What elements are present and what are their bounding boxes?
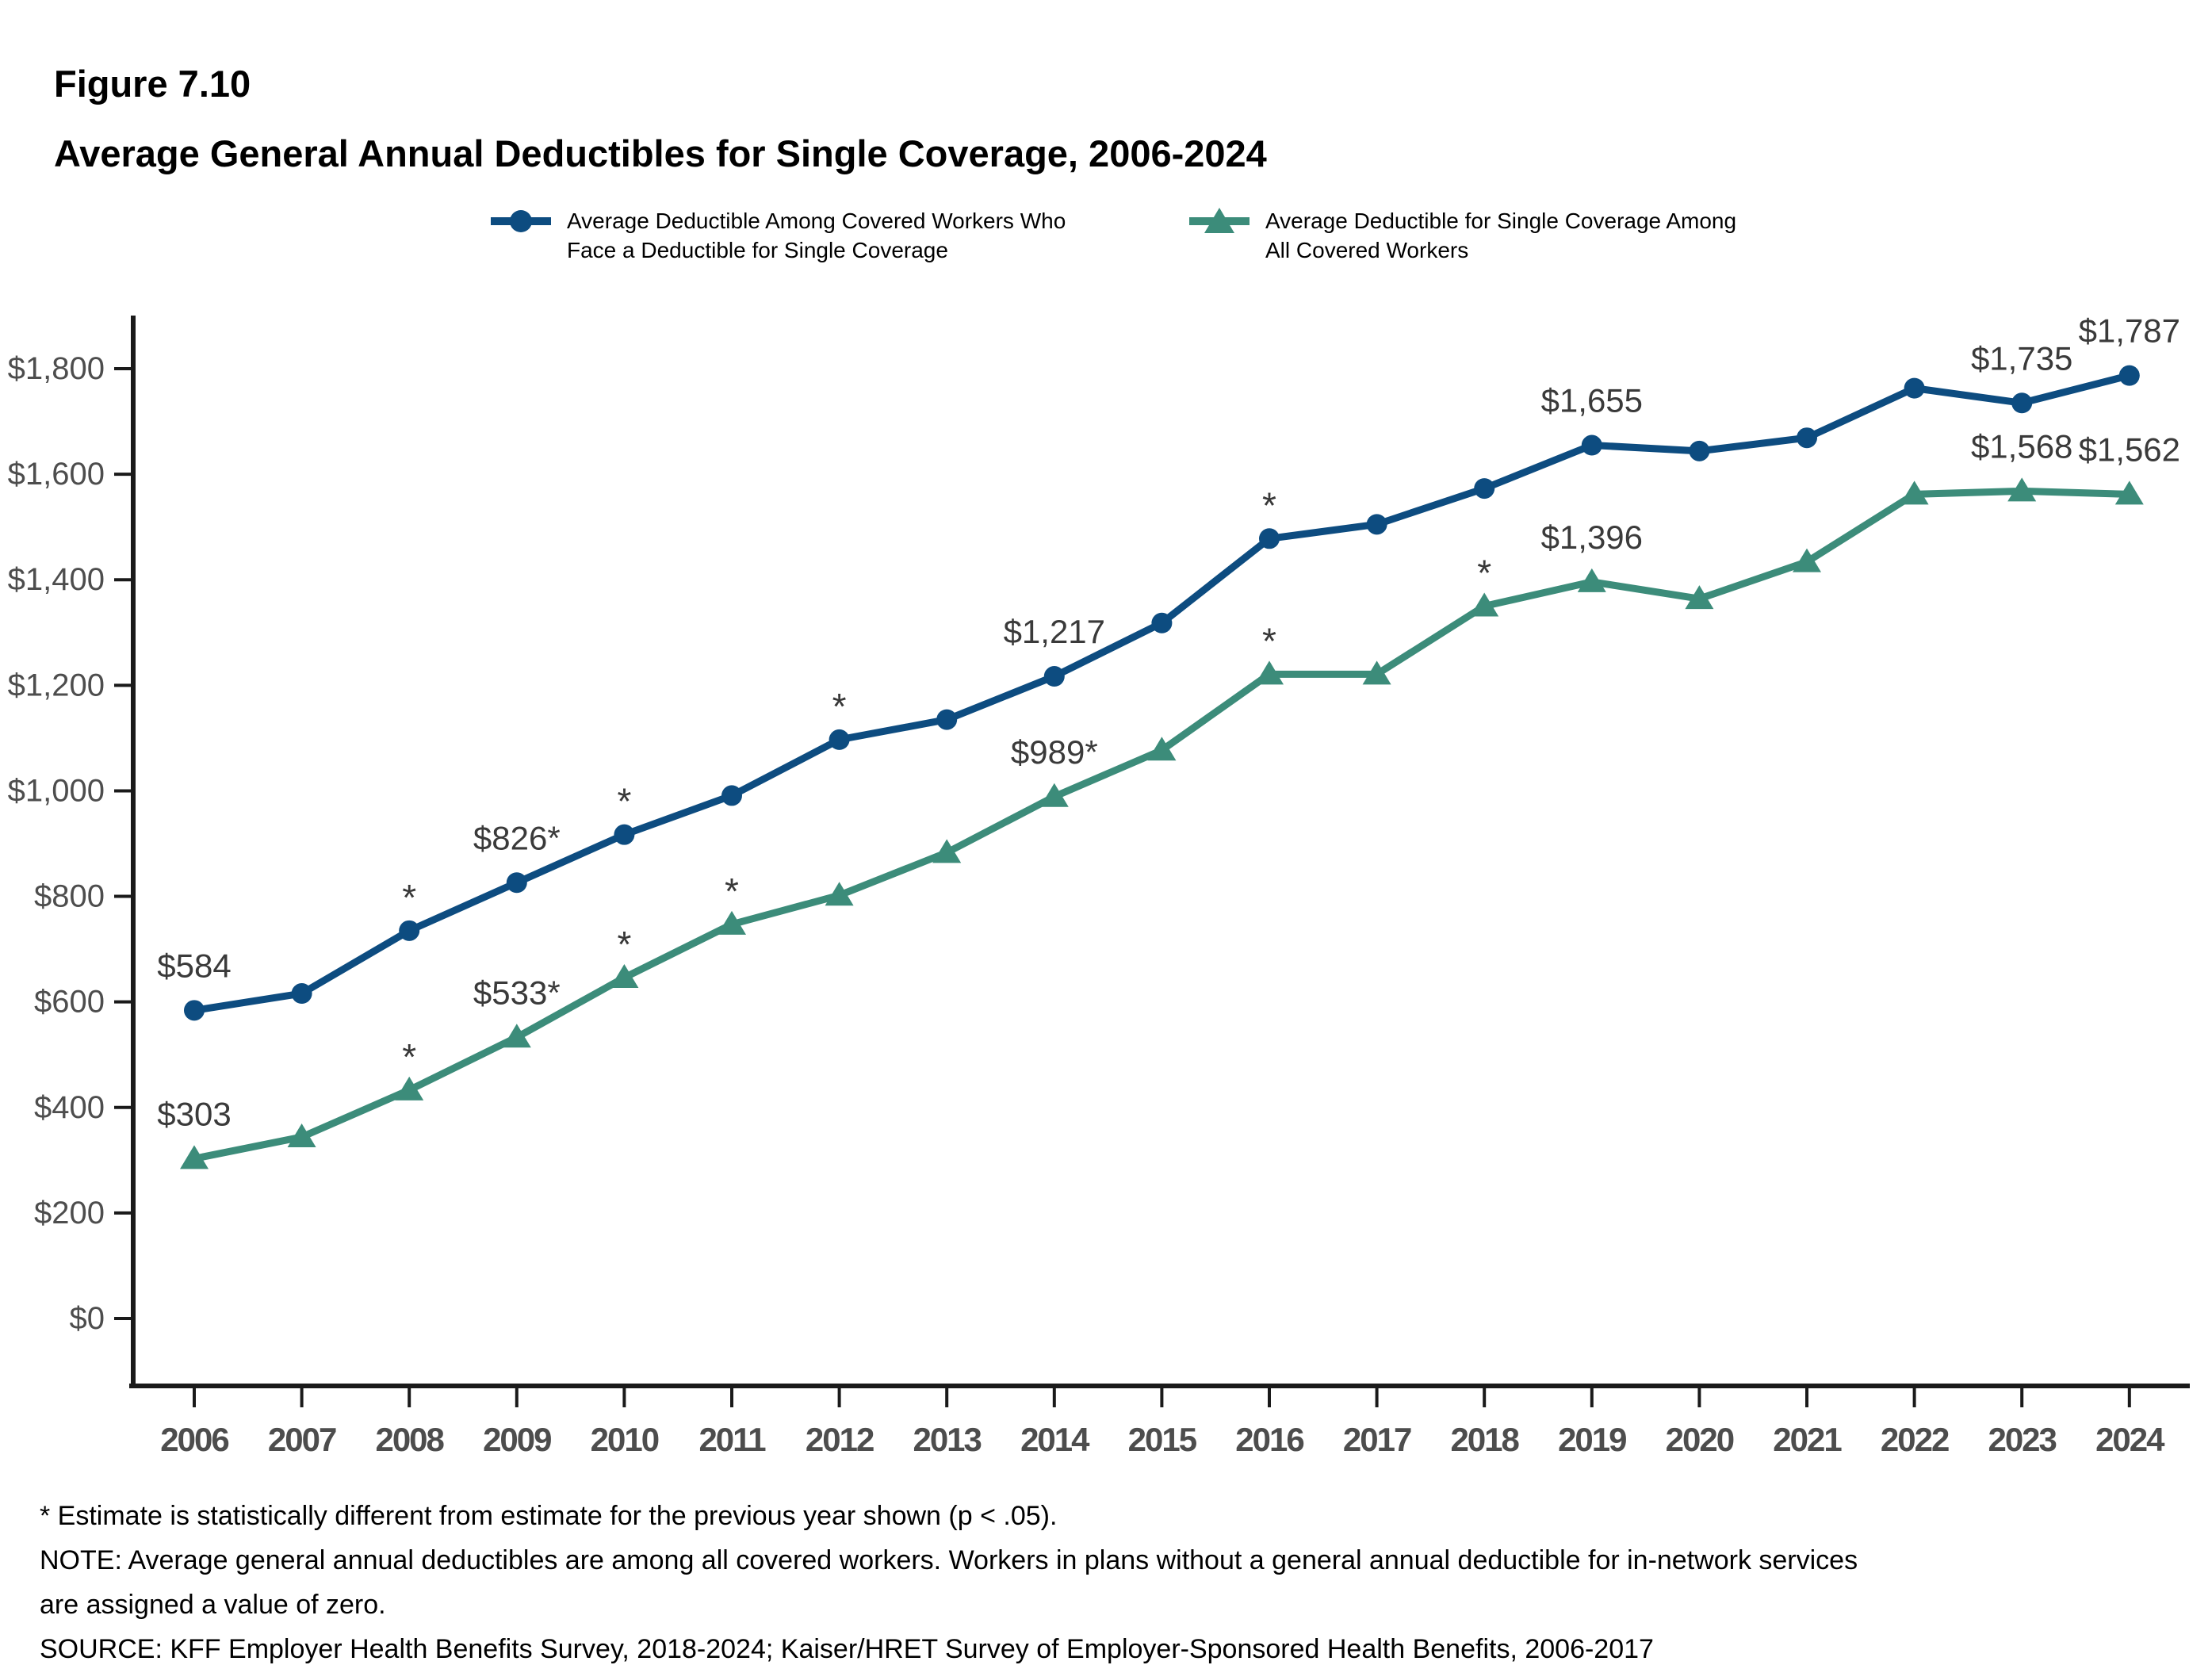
significance-asterisk: *: [402, 1035, 417, 1077]
significance-asterisk: *: [402, 876, 417, 918]
y-axis-tick-label: $1,200: [7, 668, 105, 703]
data-point-circle: [1582, 435, 1602, 456]
x-axis-tick-label: 2019: [1558, 1421, 1626, 1458]
significance-asterisk: *: [832, 685, 847, 727]
point-label: $826*: [473, 819, 561, 857]
data-point-circle: [1151, 613, 1172, 633]
footnote-source: SOURCE: KFF Employer Health Benefits Survey, 2018-2024; Kaiser/HRET Survey of Employer-Sponsored Health Benefits, 2006-2017: [40, 1634, 1654, 1664]
y-axis-tick-label: $200: [34, 1195, 105, 1231]
x-axis-tick-label: 2006: [160, 1421, 228, 1458]
y-axis-tick-label: $0: [69, 1301, 105, 1336]
x-axis-tick-label: 2007: [267, 1421, 336, 1458]
y-axis-tick-label: $1,000: [7, 773, 105, 809]
x-axis-tick-label: 2016: [1235, 1421, 1303, 1458]
x-axis-tick-label: 2011: [698, 1421, 765, 1458]
x-axis-tick-label: 2008: [375, 1421, 443, 1458]
x-axis-tick-label: 2022: [1880, 1421, 1949, 1458]
x-axis-tick-label: 2015: [1127, 1421, 1196, 1458]
point-label: $533*: [473, 974, 561, 1012]
legend-label-line: Average Deductible Among Covered Workers Who: [567, 209, 1066, 233]
data-point-circle: [1797, 427, 1817, 448]
legend-label-line: All Covered Workers: [1265, 238, 1469, 262]
data-point-circle: [1367, 514, 1387, 534]
legend-label-line: Face a Deductible for Single Coverage: [567, 238, 948, 262]
x-axis-tick-label: 2020: [1665, 1421, 1734, 1458]
x-axis-tick-label: 2013: [913, 1421, 981, 1458]
data-point-circle: [2119, 366, 2140, 386]
significance-asterisk: *: [1262, 484, 1276, 526]
point-label: $1,562: [2078, 431, 2181, 469]
legend-label-line: Average Deductible for Single Coverage Among: [1265, 209, 1737, 233]
y-axis-tick-label: $600: [34, 984, 105, 1020]
point-label: $1,787: [2078, 312, 2181, 350]
footnote-note-line1: NOTE: Average general annual deductibles are among all covered workers. Workers in plans without a general annual deductible for in-network services: [40, 1545, 1858, 1575]
point-label: $584: [157, 947, 232, 985]
data-point-circle: [292, 983, 312, 1004]
data-point-circle: [1044, 666, 1065, 687]
x-axis-tick-label: 2017: [1342, 1421, 1411, 1458]
page-title: Average General Annual Deductibles for Single Coverage, 2006-2024: [54, 132, 1267, 174]
y-axis-tick-label: $1,400: [7, 562, 105, 598]
significance-asterisk: *: [1262, 620, 1276, 662]
y-axis-tick-label: $400: [34, 1089, 105, 1125]
x-axis-tick-label: 2018: [1450, 1421, 1518, 1458]
y-axis-tick-label: $1,600: [7, 457, 105, 492]
significance-asterisk: *: [725, 870, 739, 912]
data-point-circle: [1259, 528, 1280, 549]
point-label: $1,217: [1003, 613, 1106, 651]
footnote-note-line2: are assigned a value of zero.: [40, 1590, 386, 1620]
point-label: $1,735: [1970, 339, 2073, 377]
figure-number: Figure 7.10: [54, 63, 251, 105]
x-axis-tick-label: 2009: [483, 1421, 551, 1458]
data-point-circle: [2011, 392, 2032, 413]
x-axis-tick-label: 2014: [1020, 1421, 1089, 1458]
significance-asterisk: *: [617, 924, 632, 966]
data-point-circle: [1689, 441, 1709, 461]
y-axis-tick-label: $1,800: [7, 351, 105, 386]
point-label: $989*: [1010, 733, 1098, 771]
data-point-circle: [829, 729, 850, 750]
y-axis-tick-label: $800: [34, 878, 105, 914]
data-point-circle: [399, 921, 419, 941]
data-point-circle: [1904, 378, 1925, 399]
point-label: $1,655: [1540, 381, 1644, 419]
data-point-circle: [1474, 478, 1494, 499]
series-line-faced-deductible: [194, 376, 2130, 1011]
footnotes: [40, 1494, 2204, 1665]
point-label: $303: [157, 1095, 232, 1133]
x-axis-tick-label: 2010: [590, 1421, 659, 1458]
significance-asterisk: *: [617, 780, 632, 822]
data-point-circle: [507, 872, 527, 893]
x-axis-tick-label: 2023: [1988, 1421, 2056, 1458]
x-axis-tick-label: 2024: [2095, 1421, 2164, 1458]
data-point-circle: [184, 1000, 205, 1020]
data-point-circle: [614, 825, 634, 845]
x-axis-tick-label: 2012: [805, 1421, 874, 1458]
footnote-significance: * Estimate is statistically different from estimate for the previous year shown (p < .05).: [40, 1501, 1058, 1531]
point-label: $1,396: [1540, 518, 1644, 556]
data-point-circle: [721, 785, 742, 806]
data-point-circle: [936, 710, 957, 730]
point-label: $1,568: [1970, 427, 2073, 465]
significance-asterisk: *: [1477, 552, 1492, 594]
x-axis-tick-label: 2021: [1773, 1421, 1841, 1458]
